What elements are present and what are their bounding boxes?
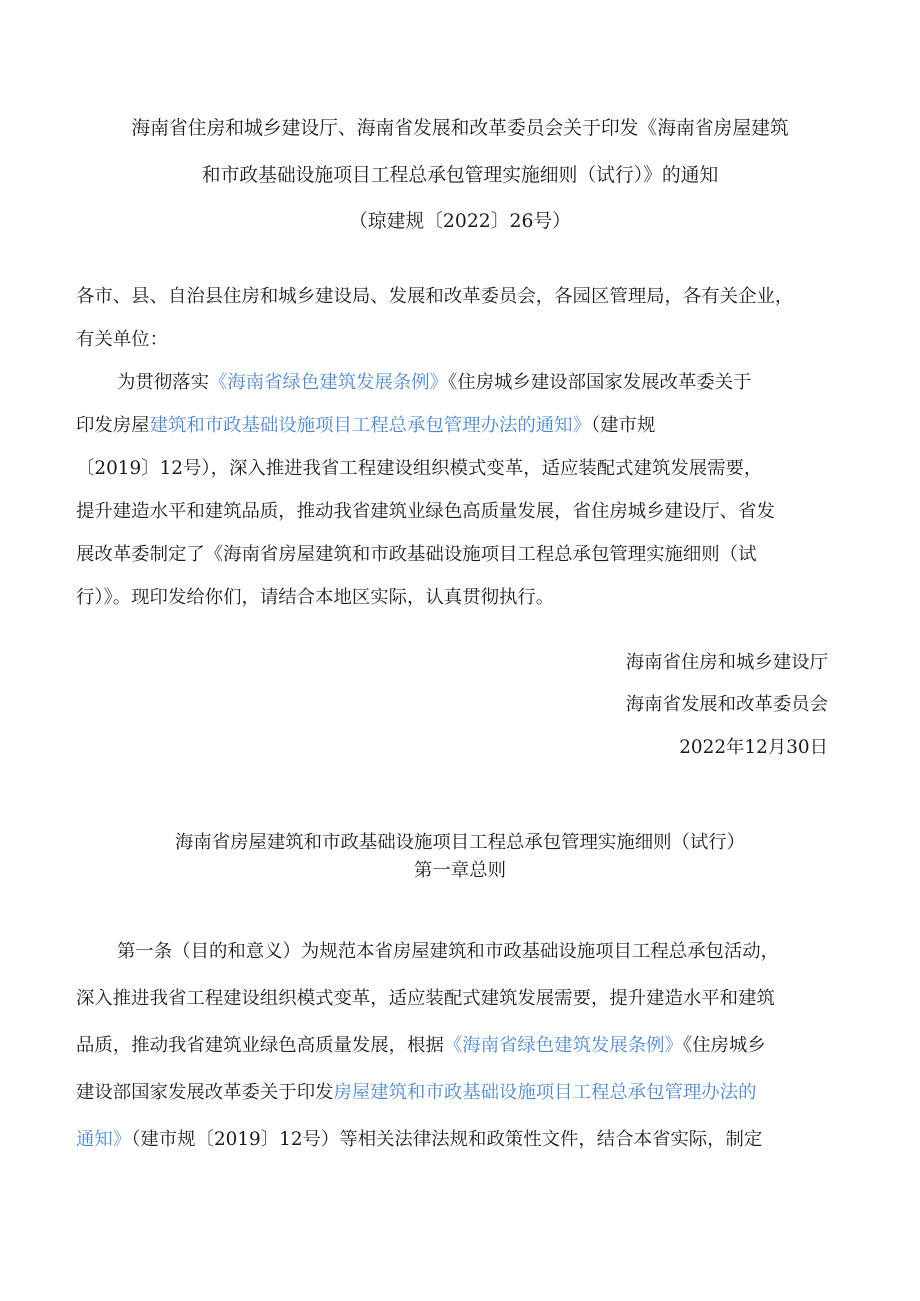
measures-link[interactable]: 建筑和市政基础设施项目工程总承包管理办法的通知》 — [149, 415, 591, 436]
article-line-1: 第一条（目的和意义）为规范本省房屋建筑和市政基础设施项目工程总承包活动， — [117, 941, 780, 962]
article-text: 建设部国家发展改革委关于印发 — [76, 1082, 334, 1103]
body-text: 《住房城乡建设部国家发展改革委关于 — [448, 372, 752, 393]
body-line-6: 行）》。现印发给你们，请结合本地区实际，认真贯彻执行。 — [76, 587, 555, 608]
body-text: （建市规 — [590, 415, 656, 436]
article-line-4 — [76, 1080, 756, 1106]
body-line-4: 提升建造水平和建筑品质，推动我省建筑业绿色高质量发展，省住房城乡建设厅、省发 — [76, 501, 775, 522]
measures-link[interactable]: 房屋建筑和市政基础设施项目工程总承包管理办法的 — [333, 1082, 757, 1103]
article-line-2: 深入推进我省工程建设组织模式变革，适应装配式建筑发展需要，提升建造水平和建筑 — [76, 988, 775, 1009]
body-line-2 — [76, 413, 655, 439]
body-line-5: 展改革委制定了《海南省房屋建筑和市政基础设施项目工程总承包管理实施细则（试 — [76, 544, 757, 565]
measures-link-cont[interactable]: 通知》 — [76, 1129, 132, 1150]
article-text: 《住房城乡 — [682, 1035, 766, 1056]
notice-title-line-2: 和市政基础设施项目工程总承包管理实施细则（试行）》的通知 — [201, 165, 719, 186]
addressee-line-2: 有关单位： — [76, 329, 168, 350]
doc-number: （琼建规〔2022〕26号） — [349, 211, 571, 232]
body-line-1 — [117, 370, 752, 396]
article-line-5 — [76, 1127, 762, 1153]
article-text: 品质，推动我省建筑业绿色高质量发展，根据 — [76, 1035, 444, 1056]
rules-title: 海南省房屋建筑和市政基础设施项目工程总承包管理实施细则（试行） — [174, 832, 746, 853]
body-text: 印发房屋 — [76, 415, 150, 436]
regulation-link[interactable]: 《海南省绿色建筑发展条例》 — [443, 1035, 683, 1056]
notice-title-line-1: 海南省住房和城乡建设厅、海南省发展和改革委员会关于印发《海南省房屋建筑 — [131, 118, 789, 139]
body-text: 为贯彻落实 — [117, 372, 209, 393]
signing-org-1: 海南省住房和城乡建设厅 — [625, 652, 828, 673]
article-line-3 — [76, 1033, 766, 1059]
body-line-3: 〔2019〕12号），深入推进我省工程建设组织模式变革，适应装配式建筑发展需要， — [76, 458, 763, 479]
signing-org-2: 海南省发展和改革委员会 — [625, 694, 828, 715]
regulation-link[interactable]: 《海南省绿色建筑发展条例》 — [208, 372, 449, 393]
chapter-title: 第一章总则 — [414, 860, 506, 881]
article-text: （建市规〔2019〕12号）等相关法律法规和政策性文件，结合本省实际，制定 — [131, 1129, 763, 1150]
addressee-line-1: 各市、县、自治县住房和城乡建设局、发展和改革委员会，各园区管理局，各有关企业， — [76, 286, 794, 307]
signing-date: 2022年12月30日 — [679, 737, 828, 758]
